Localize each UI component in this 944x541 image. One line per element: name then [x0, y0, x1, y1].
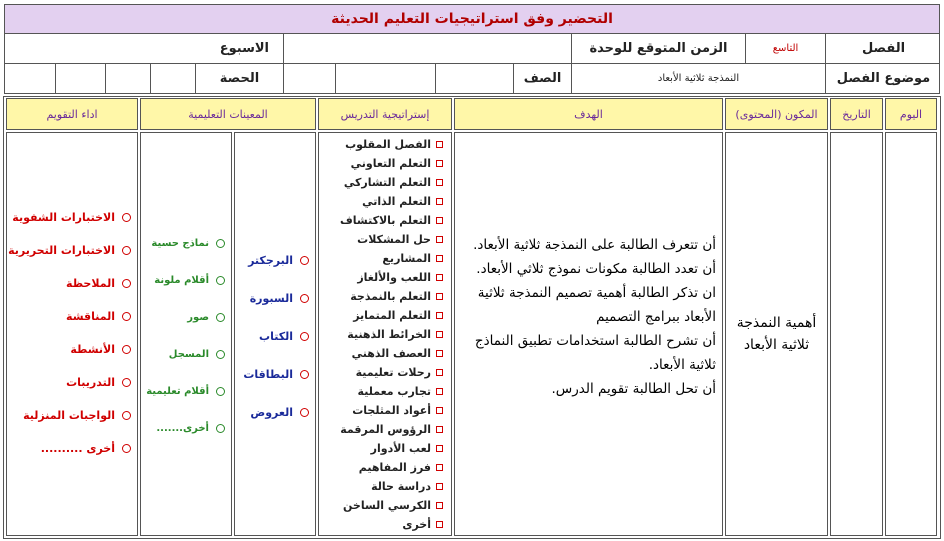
assessment-item[interactable]	[8, 366, 131, 399]
assessment-item[interactable]	[8, 300, 131, 333]
checkbox-icon[interactable]	[436, 426, 443, 433]
col-assessment-label: اداء التقويم	[46, 107, 98, 121]
strategy-label: الرؤوس المرقمة	[340, 423, 431, 436]
col-head-objective	[454, 98, 723, 130]
header-row-2	[4, 64, 940, 94]
strategy-label: أخرى	[402, 518, 431, 531]
strategy-item[interactable]	[340, 325, 443, 344]
header-row-1	[4, 34, 940, 64]
col-aids-label: المعينات التعليمية	[188, 107, 268, 121]
assessment-label: أخرى ..........	[40, 442, 115, 455]
strategy-item[interactable]	[340, 382, 443, 401]
strategy-label: الفصل المقلوب	[345, 138, 431, 151]
checkbox-icon[interactable]	[436, 369, 443, 376]
grade-slot-1[interactable]	[435, 64, 513, 93]
col-date-label: التاريخ	[842, 107, 871, 121]
aids-b-label: المسجل	[168, 349, 209, 360]
component-text: أهمية النمذجة ثلاثية الأبعاد	[736, 315, 817, 353]
aids-b-item[interactable]	[146, 373, 225, 410]
radio-circle-icon[interactable]	[122, 246, 131, 255]
radio-circle-icon[interactable]	[122, 378, 131, 387]
aids-b-list	[146, 225, 225, 447]
aids-a-label: البرجكتر	[248, 253, 293, 267]
radio-circle-icon[interactable]	[300, 408, 309, 417]
checkbox-icon[interactable]	[436, 388, 443, 395]
grade-cell	[513, 64, 571, 93]
assessment-label: الملاحظة	[66, 277, 115, 290]
radio-circle-icon[interactable]	[216, 313, 225, 322]
checkbox-icon[interactable]	[436, 350, 443, 357]
checkbox-icon[interactable]	[436, 293, 443, 300]
strategy-item[interactable]	[340, 439, 443, 458]
assessment-label: التدريبات	[66, 376, 115, 389]
objective-item: ان تذكر الطالبة أهمية تصميم النمذجة ثلاثية الأبعاد ببرامج التصميم	[477, 285, 716, 325]
checkbox-icon[interactable]	[436, 464, 443, 471]
strategy-label: فرز المفاهيم	[358, 461, 431, 474]
col-objective-label: الهدف	[574, 107, 603, 121]
date-cell[interactable]	[830, 132, 883, 536]
aids-b-item[interactable]	[146, 262, 225, 299]
grade-slot-2[interactable]	[335, 64, 435, 93]
aids-a-item[interactable]	[243, 241, 309, 279]
aids-b-item[interactable]	[146, 410, 225, 447]
aids-a-label: السبورة	[249, 291, 293, 305]
checkbox-icon[interactable]	[436, 160, 443, 167]
aids-a-item[interactable]	[243, 279, 309, 317]
strategy-item[interactable]	[340, 268, 443, 287]
checkbox-icon[interactable]	[436, 141, 443, 148]
assessment-item[interactable]	[8, 399, 131, 432]
assessment-label: الواجبات المنزلية	[23, 409, 115, 422]
strategy-label: الكرسي الساخن	[343, 499, 431, 512]
strategy-label: دراسة حالة	[371, 480, 431, 493]
col-day-label: اليوم	[899, 107, 923, 121]
aids-b-item[interactable]	[146, 225, 225, 262]
strategy-item[interactable]	[340, 420, 443, 439]
expected-time-value[interactable]	[283, 34, 571, 63]
assessment-item[interactable]	[8, 201, 131, 234]
checkbox-icon[interactable]	[436, 312, 443, 319]
week-cell	[5, 34, 283, 63]
class-label-cell	[825, 34, 941, 63]
assessment-item[interactable]	[8, 333, 131, 366]
component-cell	[725, 132, 828, 536]
strategy-item[interactable]	[340, 154, 443, 173]
col-head-date	[830, 98, 883, 130]
assessment-item[interactable]	[8, 234, 131, 267]
col-head-component	[725, 98, 828, 130]
aids-b-item[interactable]	[146, 299, 225, 336]
strategy-item[interactable]	[340, 496, 443, 515]
strategies-list	[340, 135, 443, 534]
objective-item: أن تتعرف الطالبة على النمذجة ثلاثية الأبعاد.	[473, 237, 716, 253]
strategy-label: اللعب والألغاز	[357, 271, 431, 284]
strategy-item[interactable]	[340, 249, 443, 268]
radio-circle-icon[interactable]	[122, 444, 131, 453]
radio-circle-icon[interactable]	[300, 294, 309, 303]
class-value: التاسع	[772, 43, 799, 54]
aids-b-label: أقلام ملونة	[154, 275, 209, 286]
checkbox-icon[interactable]	[436, 502, 443, 509]
radio-circle-icon[interactable]	[122, 213, 131, 222]
strategy-label: العصف الذهني	[351, 347, 431, 360]
page-title: التحضير وفق استراتيجيات التعليم الحديثة	[4, 4, 940, 34]
objective-item: أن تشرح الطالبة استخدامات تطبيق النماذج ثلاثية الأبعاد.	[474, 333, 716, 373]
topic-value-cell	[571, 64, 825, 93]
aids-a-item[interactable]	[243, 393, 309, 431]
period-cell	[195, 64, 283, 93]
radio-circle-icon[interactable]	[216, 276, 225, 285]
strategy-item[interactable]	[340, 135, 443, 154]
radio-circle-icon[interactable]	[122, 312, 131, 321]
radio-circle-icon[interactable]	[300, 256, 309, 265]
strategy-label: الخرائط الذهنية	[347, 328, 431, 341]
checkbox-icon[interactable]	[436, 407, 443, 414]
aids-b-label: نماذج حسية	[151, 238, 209, 249]
radio-circle-icon[interactable]	[300, 370, 309, 379]
topic-label-cell	[825, 64, 941, 93]
assessment-label: الأنشطة	[70, 343, 115, 356]
aids-a-list	[243, 241, 309, 431]
objective-item: أن تعدد الطالبة مكونات نموذج ثلاثي الأبعاد.	[476, 261, 716, 277]
strategy-item[interactable]	[340, 344, 443, 363]
radio-circle-icon[interactable]	[300, 332, 309, 341]
col-component-label: المكون (المحتوى)	[735, 107, 818, 121]
day-cell[interactable]	[885, 132, 937, 536]
checkbox-icon[interactable]	[436, 255, 443, 262]
strategy-label: حل المشكلات	[357, 233, 431, 246]
radio-circle-icon[interactable]	[216, 387, 225, 396]
strategy-label: التعلم بالنمذجة	[350, 290, 431, 303]
assessment-list	[8, 201, 131, 465]
strategy-item[interactable]	[340, 287, 443, 306]
strategy-label: تجارب معملية	[357, 385, 431, 398]
grade-label: الصف	[523, 71, 562, 86]
strategy-label: أعواد المثلجات	[352, 404, 431, 417]
strategy-item[interactable]	[340, 458, 443, 477]
class-value-cell	[745, 34, 825, 63]
radio-circle-icon[interactable]	[216, 239, 225, 248]
week-label: الاسبوع	[219, 41, 269, 56]
strategy-label: التعلم التشاركي	[343, 176, 431, 189]
checkbox-icon[interactable]	[436, 179, 443, 186]
strategy-item[interactable]	[340, 230, 443, 249]
assessment-cell	[6, 132, 138, 536]
col-head-assessment	[6, 98, 138, 130]
strategy-item[interactable]	[340, 306, 443, 325]
strategy-label: التعلم بالاكتشاف	[340, 214, 431, 227]
col-head-aids	[140, 98, 316, 130]
period-slot-4[interactable]	[5, 64, 55, 93]
strategy-item[interactable]	[340, 211, 443, 230]
objectives-list	[466, 233, 716, 401]
radio-circle-icon[interactable]	[216, 424, 225, 433]
aids-b-label: صور	[187, 312, 209, 323]
strategy-cell	[318, 132, 452, 536]
strategy-label: التعلم التعاوني	[350, 157, 431, 170]
assessment-label: المناقشة	[66, 310, 115, 323]
grade-slot-3[interactable]	[283, 64, 335, 93]
col-head-day	[885, 98, 937, 130]
aids-a-item[interactable]	[243, 317, 309, 355]
strategy-item[interactable]	[340, 477, 443, 496]
topic-value: النمذجة ثلاثية الأبعاد	[657, 73, 740, 84]
checkbox-icon[interactable]	[436, 274, 443, 281]
checkbox-icon[interactable]	[436, 217, 443, 224]
topic-label: موضوع الفصل	[836, 71, 931, 86]
strategy-item[interactable]	[340, 173, 443, 192]
strategy-label: المشاريع	[382, 252, 431, 265]
objective-cell	[454, 132, 723, 536]
checkbox-icon[interactable]	[436, 483, 443, 490]
aids-b-label: أخرى.......	[156, 423, 209, 434]
aids-b-item[interactable]	[146, 336, 225, 373]
radio-circle-icon[interactable]	[216, 350, 225, 359]
strategy-item[interactable]	[340, 363, 443, 382]
aids-b-label: أقلام تعليمية	[146, 386, 209, 397]
period-slot-3[interactable]	[55, 64, 105, 93]
aids-b-cell	[140, 132, 232, 536]
assessment-item[interactable]	[8, 432, 131, 465]
aids-a-label: العروض	[250, 405, 293, 419]
period-slot-2[interactable]	[105, 64, 150, 93]
period-slot-1[interactable]	[150, 64, 195, 93]
radio-circle-icon[interactable]	[122, 411, 131, 420]
aids-a-label: البطاقات	[243, 367, 293, 381]
col-strategy-label: إستراتيجية التدريس	[340, 107, 430, 121]
checkbox-icon[interactable]	[436, 198, 443, 205]
checkbox-icon[interactable]	[436, 445, 443, 452]
period-label: الحصة	[219, 71, 260, 86]
strategy-label: التعلم المتمايز	[353, 309, 431, 322]
assessment-label: الاختبارات الشفوية	[12, 211, 115, 224]
expected-time-cell	[571, 34, 745, 63]
checkbox-icon[interactable]	[436, 521, 443, 528]
strategy-label: رحلات تعليمية	[355, 366, 431, 379]
objective-item: أن تحل الطالبة تقويم الدرس.	[551, 381, 716, 397]
strategy-item[interactable]	[340, 192, 443, 211]
strategy-label: التعلم الذاتي	[362, 195, 431, 208]
aids-a-item[interactable]	[243, 355, 309, 393]
strategy-item[interactable]	[340, 515, 443, 534]
strategy-item[interactable]	[340, 401, 443, 420]
assessment-item[interactable]	[8, 267, 131, 300]
assessment-label: الاختبارات التحريرية	[8, 244, 115, 257]
radio-circle-icon[interactable]	[122, 279, 131, 288]
aids-a-cell	[234, 132, 316, 536]
radio-circle-icon[interactable]	[122, 345, 131, 354]
expected-time-label: الزمن المتوقع للوحدة	[589, 41, 728, 56]
aids-a-label: الكتاب	[259, 329, 293, 343]
checkbox-icon[interactable]	[436, 331, 443, 338]
checkbox-icon[interactable]	[436, 236, 443, 243]
class-label: الفصل	[861, 41, 906, 56]
col-head-strategy	[318, 98, 452, 130]
strategy-label: لعب الأدوار	[370, 442, 431, 455]
